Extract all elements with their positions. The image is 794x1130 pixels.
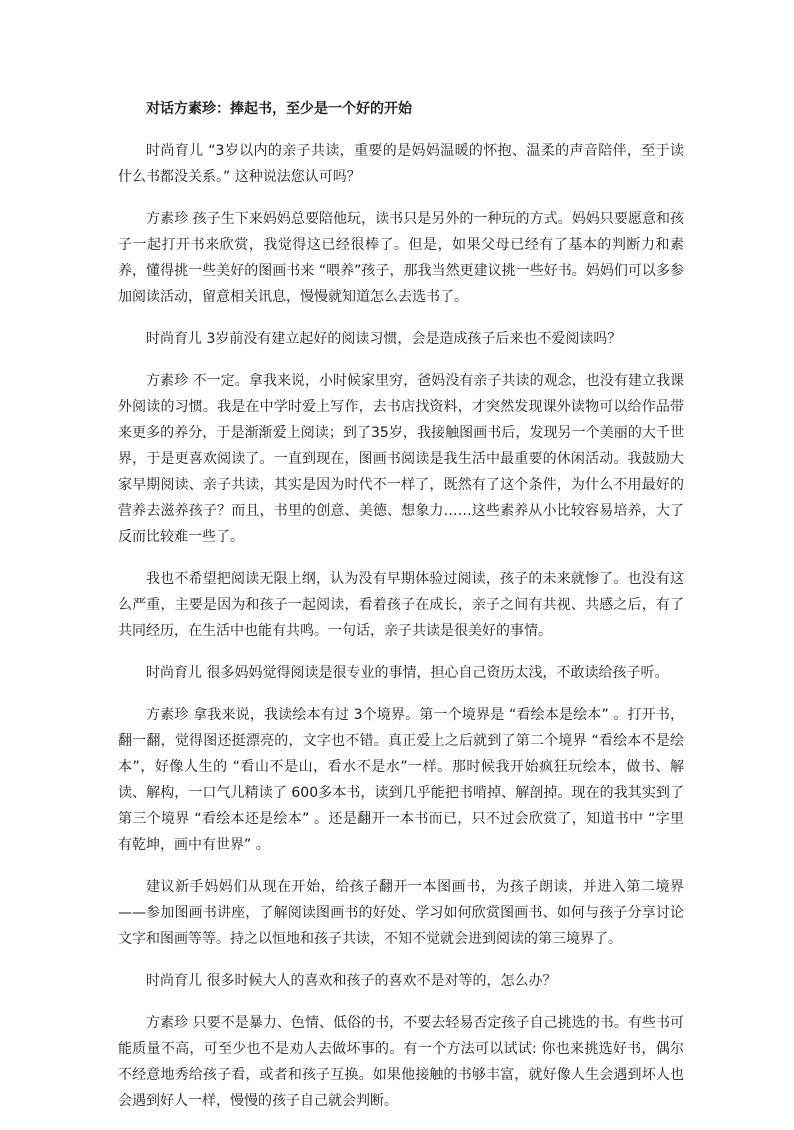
paragraph-1: 时尚育儿 “3岁以内的亲子共读，重要的是妈妈温暖的怀抱、温柔的声音陪伴，至于读什么书都没关系。” 这种说法您认可吗？ [118,143,684,185]
article-body [118,96,684,1130]
paragraph-10: 方素珍 只要不是暴力、色情、低俗的书，不要去轻易否定孩子自己挑选的书。有些书可能质量不高，可至少也不是劝人去做坏事的。有一个方法可以试试: 你也来挑选好书，偶尔不经意地秀给孩子看，或者和孩子互换。如果他接触的书够丰富，就好像人生会遇到坏人也会遇到好人一样，慢慢的孩子自己就会判断。 [118,1015,684,1109]
paragraph-3: 时尚育儿 3岁前没有建立起好的阅读习惯，会是造成孩子后来也不爱阅读吗？ [146,331,622,347]
paragraph-7: 方素珍 拿我来说，我读绘本有过 3个境界。第一个境界是 “看绘本是绘本” 。打开书，翻一翻，觉得图还挺漂亮的，文字也不错。真正爱上之后就到了第二个境界 “看绘本不是绘本”，好像人生的 “看山不是山，看水不是水”一样。那时候我开始疯狂玩绘本，做书、解读、解构，一口气儿精读了 600多本书，读到几乎能把书啃掉、解剖掉。现在的我其实到了第三个境界 “看绘本还是绘本” 。还是翻开一本书而已，只不过会欣赏了，知道书中 “字里有乾坤，画中有世界” 。 [118,707,684,853]
article-title: 对话方素珍：捧起书，至少是一个好的开始 [146,101,412,117]
paragraph-4: 方素珍 不一定。拿我来说，小时候家里穷，爸妈没有亲子共读的观念，也没有建立我课外阅读的习惯。我是在中学时爱上写作，去书店找资料，才突然发现课外读物可以给作品带来更多的养分，于是渐渐爱上阅读；到了35岁，我接触图画书后，发现另一个美丽的大千世界，于是更喜欢阅读了。一直到现在，图画书阅读是我生活中最重要的休闲活动。我鼓励大家早期阅读、亲子共读，其实是因为时代不一样了，既然有了这个条件，为什么不用最好的营养去滋养孩子？而且，书里的创意、美德、想象力……这些素养从小比较容易培养，大了反而比较难一些了。 [118,373,684,545]
paragraph-8: 建议新手妈妈们从现在开始，给孩子翻开一本图画书，为孩子朗读，并进入第二境界——参加图画书讲座，了解阅读图画书的好处、学习如何欣赏图画书、如何与孩子分享讨论文字和图画等等。持之以恒地和孩子共读，不知不觉就会进到阅读的第三境界了。 [118,879,684,947]
paragraph-9: 时尚育儿 很多时候大人的喜欢和孩子的喜欢不是对等的，怎么办？ [146,973,557,989]
paragraph-2: 方素珍 孩子生下来妈妈总要陪他玩，读书只是另外的一种玩的方式。妈妈只要愿意和孩子一起打开书来欣赏，我觉得这已经很棒了。但是，如果父母已经有了基本的判断力和素养，懂得挑一些美好的图画书来 “喂养”孩子，那我当然更建议挑一些好书。妈妈们可以多参加阅读活动，留意相关讯息，慢慢就知道怎么去选书了。 [118,211,684,305]
paragraph-6: 时尚育儿 很多妈妈觉得阅读是很专业的事情，担心自己资历太浅，不敢读给孩子听。 [146,665,669,681]
paragraph-5: 我也不希望把阅读无限上纲，认为没有早期体验过阅读，孩子的未来就惨了。也没有这么严重，主要是因为和孩子一起阅读，看着孩子在成长，亲子之间有共视、共感之后，有了共同经历，在生活中也能有共鸣。一句话，亲子共读是很美好的事情。 [118,571,684,639]
